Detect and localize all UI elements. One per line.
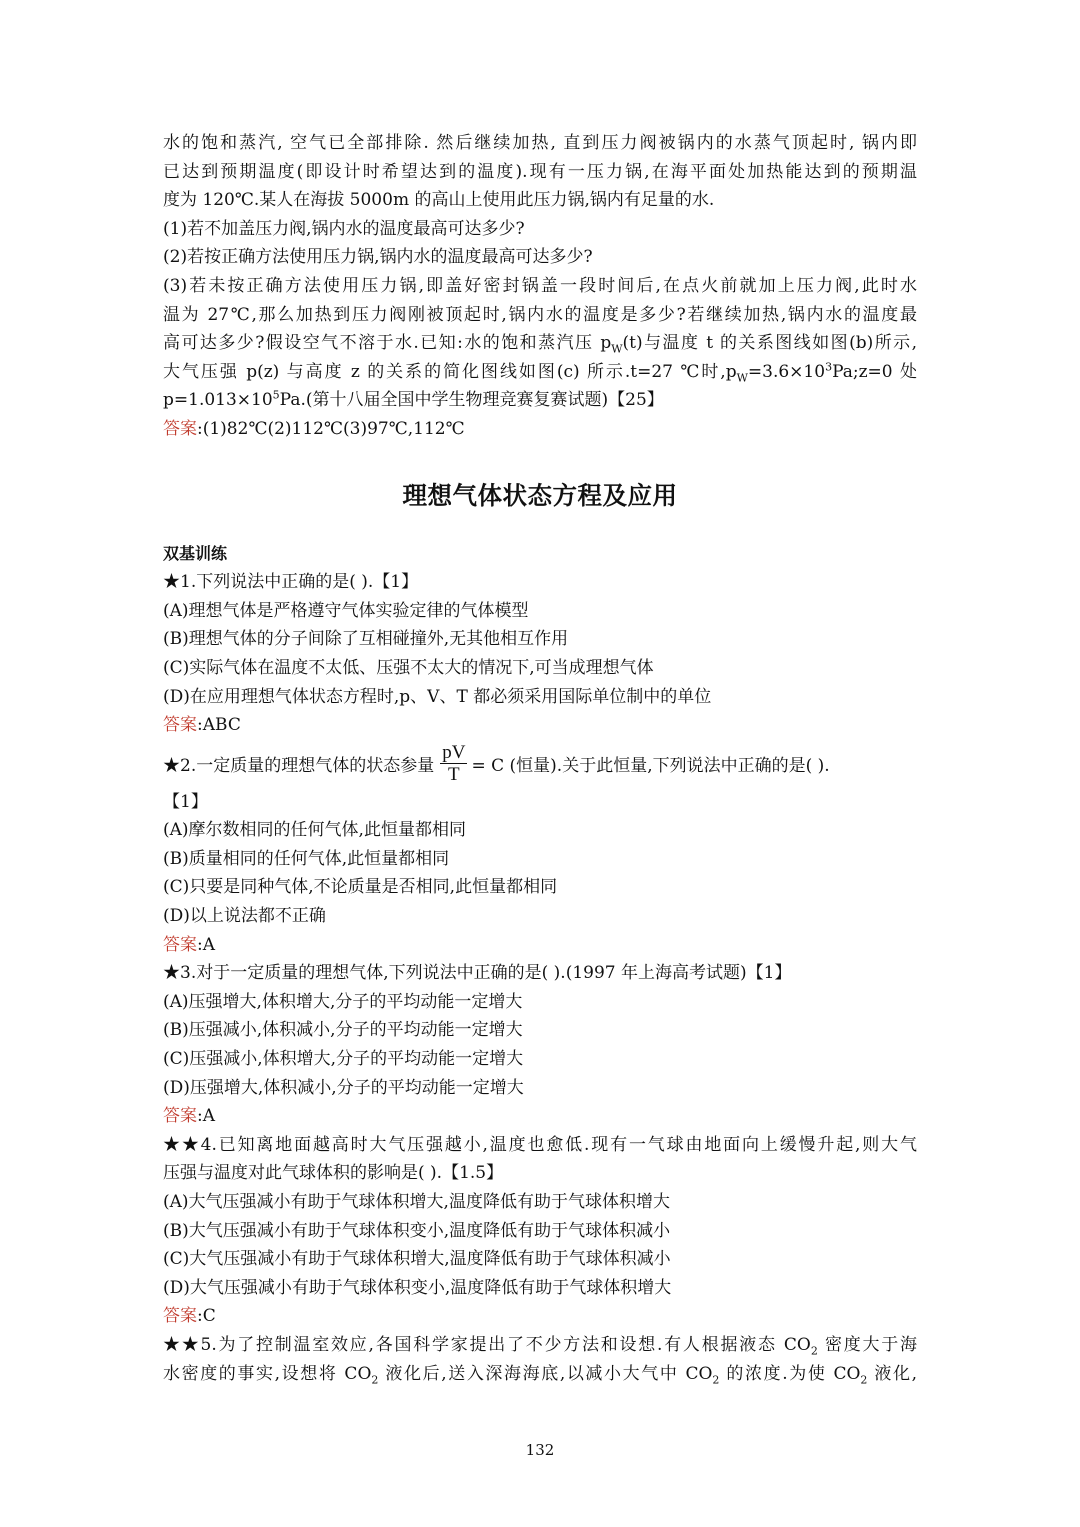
question-stem-line-2 (163, 1360, 917, 1389)
intro-line-5: (2)若按正确方法使用压力锅,锅内水的温度最高可达多少? (163, 247, 593, 268)
fraction-numerator: pV (442, 742, 466, 764)
q5-line2-a: 水密度的事实,设想将 CO (163, 1363, 372, 1384)
answer (163, 931, 917, 960)
p0-exponent: 5 (272, 388, 280, 402)
intro-line-8 (163, 329, 917, 358)
intro-answer (163, 415, 917, 444)
answer-text: :ABC (197, 715, 241, 736)
intro-line-2: 已达到预期温度(即设计时希望达到的温度).现有一压力锅,在海平面处加热能达到的预期温 (163, 161, 917, 182)
answer-label: 答案 (163, 934, 197, 955)
p0-value: p=1.013×10 (163, 390, 273, 411)
co2-subscript: 2 (860, 1372, 868, 1386)
intro-line-7: 温为 27℃,那么加热到压力阀刚被顶起时,锅内水的温度是多少?若继续加热,锅内水的温度最 (163, 304, 917, 325)
intro-line-4: (1)若不加盖压力阀,锅内水的温度最高可达多少? (163, 218, 525, 239)
option-c: (C)实际气体在温度不太低、压强不太大的情况下,可当成理想气体 (163, 657, 654, 678)
q5-line2-d: 液化, (867, 1363, 918, 1384)
option-c: (C)压强减小,体积增大,分子的平均动能一定增大 (163, 1049, 524, 1070)
answer-text: :A (197, 934, 216, 955)
question-stem: ★3.对于一定质量的理想气体,下列说法中正确的是( ).(1997 年上海高考试题)【1】 (163, 963, 792, 984)
intro-line-8-a: 高可达多少?假设空气不溶于水.已知:水的饱和蒸汽压 p (163, 333, 612, 354)
option-d: (D)以上说法都不正确 (163, 906, 326, 927)
page-number: 132 (525, 1441, 555, 1459)
fraction-pv-over-t (440, 742, 467, 785)
pw-exponent: 3 (825, 360, 833, 374)
fraction-denominator: T (448, 764, 460, 786)
pw-subscript-2: W (736, 371, 748, 385)
intro-line-9-b: Pa;z=0 处 (832, 361, 917, 382)
question-2 (163, 740, 917, 960)
option-b: (B)质量相同的任何气体,此恒量都相同 (163, 848, 450, 869)
question-stem (163, 740, 917, 788)
co2-subscript: 2 (810, 1344, 818, 1358)
option-b: (B)大气压强减小有助于气球体积变小,温度降低有助于气球体积减小 (163, 1220, 671, 1241)
answer (163, 1302, 917, 1331)
intro-line-3: 度为 120℃.某人在海拔 5000m 的高山上使用此压力锅,锅内有足量的水. (163, 190, 715, 211)
pw-subscript: W (611, 342, 623, 356)
option-d: (D)大气压强减小有助于气球体积变小,温度降低有助于气球体积增大 (163, 1277, 672, 1298)
score: 【1】 (163, 791, 208, 812)
question-stem: ★1.下列说法中正确的是( ).【1】 (163, 572, 419, 593)
option-a: (A)摩尔数相同的任何气体,此恒量都相同 (163, 820, 466, 841)
intro-line-1: 水的饱和蒸汽, 空气已全部排除. 然后继续加热, 直到压力阀被锅内的水蒸气顶起时, 锅内即 (163, 133, 917, 153)
option-b: (B)理想气体的分子间除了互相碰撞外,无其他相互作用 (163, 629, 569, 650)
question-4 (163, 1131, 917, 1331)
option-a: (A)大气压强减小有助于气球体积增大,温度降低有助于气球体积增大 (163, 1192, 670, 1212)
question-1 (163, 568, 917, 740)
intro-line-9-a: 大气压强 p(z) 与高度 z 的关系的简化图线如图(c) 所示.t=27 ℃时, (163, 361, 726, 382)
intro-line-6: (3)若未按正确方法使用压力锅,即盖好密封锅盖一段时间后,在点火前就加上压力阀,此时水 (163, 275, 917, 296)
page-content (163, 129, 917, 1388)
question-3 (163, 959, 917, 1131)
option-c: (C)大气压强减小有助于气球体积增大,温度降低有助于气球体积减小 (163, 1249, 671, 1270)
answer-label: 答案 (163, 1306, 197, 1327)
answer (163, 711, 917, 740)
intro-line-9 (163, 358, 917, 387)
answer-label: 答案 (163, 418, 197, 439)
intro-line-10 (163, 386, 917, 415)
intro-problem (163, 129, 917, 444)
answer-label: 答案 (163, 1106, 197, 1127)
question-5 (163, 1331, 917, 1388)
option-a: (A)压强增大,体积增大,分子的平均动能一定增大 (163, 991, 523, 1012)
intro-line-8-b: (t)与温度 t 的关系图线如图(b)所示, (622, 333, 918, 354)
question-stem-line-1 (163, 1331, 917, 1360)
pw-value: =3.6×10 (747, 361, 826, 382)
co2-subscript: 2 (712, 1372, 720, 1386)
q5-line1-b: 密度大于海 (817, 1334, 918, 1355)
q5-line2-b: 液化后,送入深海海底,以减小大气中 CO (378, 1363, 713, 1384)
option-c: (C)只要是同种气体,不论质量是否相同,此恒量都相同 (163, 877, 558, 898)
option-d: (D)在应用理想气体状态方程时,p、V、T 都必须采用国际单位制中的单位 (163, 686, 712, 707)
answer (163, 1102, 917, 1131)
question-stem-line-2: 压强与温度对此气球体积的影响是( ).【1.5】 (163, 1163, 504, 1184)
section-heading: 双基训练 (163, 543, 228, 563)
co2-subscript: 2 (371, 1372, 379, 1386)
stem-after: = C (恒量).关于此恒量,下列说法中正确的是( ). (471, 756, 830, 777)
pw-symbol: p (725, 361, 737, 382)
answer-text: :A (197, 1106, 216, 1127)
q5-line1-a: ★★5.为了控制温室效应,各国科学家提出了不少方法和设想.有人根据液态 CO (163, 1334, 811, 1355)
answer-text: :(1)82℃(2)112℃(3)97℃,112℃ (197, 418, 465, 439)
option-d: (D)压强增大,体积减小,分子的平均动能一定增大 (163, 1077, 524, 1098)
option-a: (A)理想气体是严格遵守气体实验定律的气体模型 (163, 600, 529, 621)
q5-line2-c: 的浓度.为使 CO (719, 1363, 861, 1384)
option-b: (B)压强减小,体积减小,分子的平均动能一定增大 (163, 1020, 523, 1041)
stem-before: ★2.一定质量的理想气体的状态参量 (163, 756, 435, 777)
question-stem-line-1: ★★4.已知离地面越高时大气压强越小,温度也愈低.现有一气球由地面向上缓慢升起,则大气 (163, 1134, 917, 1155)
intro-line-10-rest: Pa.(第十八届全国中学生物理竞赛复赛试题)【25】 (279, 390, 664, 411)
answer-label: 答案 (163, 715, 197, 736)
page-title: 理想气体状态方程及应用 (402, 480, 678, 510)
answer-text: :C (197, 1306, 216, 1327)
